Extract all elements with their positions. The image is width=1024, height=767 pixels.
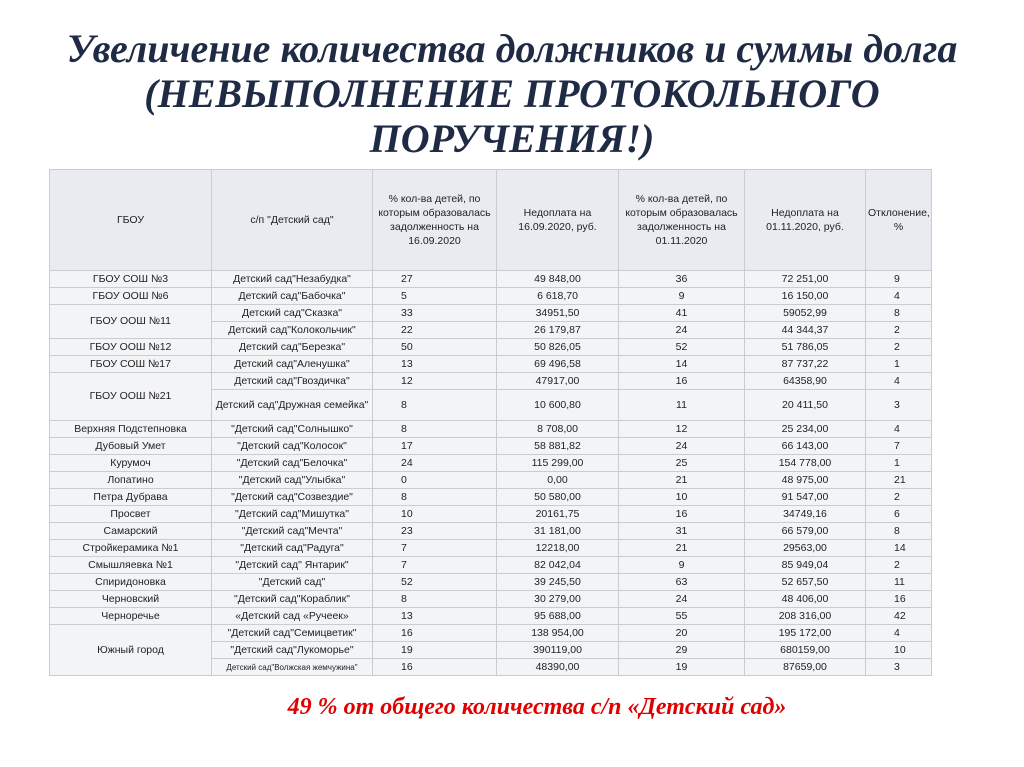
cell-deviation: 9 (866, 271, 932, 288)
cell-percent-01-11: 10 (619, 489, 745, 506)
cell-deviation: 3 (866, 390, 932, 421)
cell-underpayment-16-09: 47917,00 (497, 373, 619, 390)
cell-underpayment-16-09: 50 826,05 (497, 339, 619, 356)
cell-percent-01-11: 36 (619, 271, 745, 288)
cell-gbou: Черноречье (50, 608, 212, 625)
cell-gbou: Просвет (50, 506, 212, 523)
cell-percent-01-11: 14 (619, 356, 745, 373)
table-row (50, 305, 932, 322)
cell-underpayment-01-11: 64358,90 (745, 373, 866, 390)
cell-percent-16-09: 22 (373, 322, 497, 339)
title-line-3: ПОРУЧЕНИЯ!) (369, 116, 655, 161)
cell-deviation: 42 (866, 608, 932, 625)
cell-percent-16-09: 0 (373, 472, 497, 489)
cell-underpayment-01-11: 20 411,50 (745, 390, 866, 421)
cell-percent-16-09: 16 (373, 659, 497, 676)
cell-kindergarten: "Детский сад"Улыбка" (212, 472, 373, 489)
table-row (50, 506, 932, 523)
cell-percent-01-11: 11 (619, 390, 745, 421)
cell-kindergarten: Детский сад"Гвоздичка" (212, 373, 373, 390)
header-gbou: ГБОУ (50, 170, 212, 271)
cell-underpayment-01-11: 48 975,00 (745, 472, 866, 489)
table-row (50, 438, 932, 455)
table-row (50, 608, 932, 625)
cell-kindergarten: «Детский сад «Ручеек» (212, 608, 373, 625)
debt-table (49, 169, 932, 676)
cell-underpayment-16-09: 69 496,58 (497, 356, 619, 373)
table-header-row (50, 170, 932, 271)
cell-gbou: ГБОУ СОШ №17 (50, 356, 212, 373)
table-row (50, 489, 932, 506)
cell-kindergarten: Детский сад"Дружная семейка" (212, 390, 373, 421)
cell-percent-16-09: 33 (373, 305, 497, 322)
cell-underpayment-01-11: 25 234,00 (745, 421, 866, 438)
cell-percent-01-11: 63 (619, 574, 745, 591)
cell-underpayment-01-11: 34749,16 (745, 506, 866, 523)
cell-underpayment-01-11: 195 172,00 (745, 625, 866, 642)
cell-percent-16-09: 8 (373, 390, 497, 421)
cell-percent-16-09: 24 (373, 455, 497, 472)
table-row (50, 557, 932, 574)
cell-percent-16-09: 13 (373, 356, 497, 373)
cell-underpayment-16-09: 39 245,50 (497, 574, 619, 591)
cell-percent-16-09: 17 (373, 438, 497, 455)
cell-percent-01-11: 24 (619, 322, 745, 339)
table-row (50, 356, 932, 373)
cell-underpayment-16-09: 138 954,00 (497, 625, 619, 642)
table-body (50, 271, 932, 676)
cell-underpayment-01-11: 66 579,00 (745, 523, 866, 540)
table-row (50, 373, 932, 390)
cell-kindergarten: "Детский сад"Созвездие" (212, 489, 373, 506)
cell-percent-16-09: 8 (373, 591, 497, 608)
cell-underpayment-16-09: 390119,00 (497, 642, 619, 659)
cell-kindergarten: "Детский сад"Радуга" (212, 540, 373, 557)
cell-deviation: 6 (866, 506, 932, 523)
cell-deviation: 11 (866, 574, 932, 591)
table-row (50, 625, 932, 642)
cell-deviation: 8 (866, 523, 932, 540)
cell-underpayment-16-09: 58 881,82 (497, 438, 619, 455)
cell-underpayment-01-11: 29563,00 (745, 540, 866, 557)
cell-underpayment-01-11: 154 778,00 (745, 455, 866, 472)
header-kindergarten: с/п "Детский сад" (212, 170, 373, 271)
cell-gbou: Смышляевка №1 (50, 557, 212, 574)
cell-underpayment-16-09: 31 181,00 (497, 523, 619, 540)
table-row (50, 339, 932, 356)
cell-kindergarten: Детский сад"Волжская жемчужина" (212, 659, 373, 676)
cell-kindergarten: Детский сад"Бабочка" (212, 288, 373, 305)
cell-underpayment-16-09: 50 580,00 (497, 489, 619, 506)
table-row (50, 523, 932, 540)
cell-kindergarten: "Детский сад"Кораблик" (212, 591, 373, 608)
table-row (50, 455, 932, 472)
cell-gbou: Стройкерамика №1 (50, 540, 212, 557)
cell-percent-01-11: 31 (619, 523, 745, 540)
cell-kindergarten: "Детский сад"Мечта" (212, 523, 373, 540)
cell-underpayment-01-11: 48 406,00 (745, 591, 866, 608)
cell-gbou: ГБОУ СОШ №3 (50, 271, 212, 288)
cell-underpayment-16-09: 0,00 (497, 472, 619, 489)
cell-percent-16-09: 5 (373, 288, 497, 305)
cell-percent-01-11: 16 (619, 506, 745, 523)
cell-percent-16-09: 52 (373, 574, 497, 591)
cell-gbou: ГБОУ ООШ №6 (50, 288, 212, 305)
cell-underpayment-01-11: 52 657,50 (745, 574, 866, 591)
cell-gbou: Курумоч (50, 455, 212, 472)
cell-underpayment-01-11: 208 316,00 (745, 608, 866, 625)
cell-deviation: 7 (866, 438, 932, 455)
cell-underpayment-01-11: 59052,99 (745, 305, 866, 322)
cell-underpayment-16-09: 12218,00 (497, 540, 619, 557)
cell-underpayment-16-09: 30 279,00 (497, 591, 619, 608)
cell-percent-16-09: 16 (373, 625, 497, 642)
cell-gbou: Петра Дубрава (50, 489, 212, 506)
cell-deviation: 10 (866, 642, 932, 659)
cell-percent-16-09: 50 (373, 339, 497, 356)
cell-kindergarten: "Детский сад"Солнышко" (212, 421, 373, 438)
cell-deviation: 3 (866, 659, 932, 676)
cell-kindergarten: "Детский сад" Янтарик" (212, 557, 373, 574)
cell-gbou: Дубовый Умет (50, 438, 212, 455)
cell-percent-16-09: 13 (373, 608, 497, 625)
cell-underpayment-16-09: 82 042,04 (497, 557, 619, 574)
table-row (50, 421, 932, 438)
cell-deviation: 1 (866, 356, 932, 373)
title-line-1: Увеличение количества должников и суммы долга (66, 26, 958, 71)
cell-kindergarten: Детский сад"Сказка" (212, 305, 373, 322)
cell-deviation: 4 (866, 625, 932, 642)
slide-title (40, 26, 984, 161)
cell-deviation: 2 (866, 557, 932, 574)
cell-underpayment-01-11: 680159,00 (745, 642, 866, 659)
cell-percent-01-11: 19 (619, 659, 745, 676)
cell-underpayment-16-09: 95 688,00 (497, 608, 619, 625)
cell-underpayment-16-09: 20161,75 (497, 506, 619, 523)
cell-kindergarten: Детский сад"Колокольчик" (212, 322, 373, 339)
cell-gbou: Самарский (50, 523, 212, 540)
cell-percent-01-11: 21 (619, 540, 745, 557)
cell-percent-16-09: 10 (373, 506, 497, 523)
cell-underpayment-16-09: 6 618,70 (497, 288, 619, 305)
cell-gbou: ГБОУ ООШ №12 (50, 339, 212, 356)
cell-deviation: 2 (866, 322, 932, 339)
cell-percent-01-11: 16 (619, 373, 745, 390)
cell-percent-01-11: 25 (619, 455, 745, 472)
cell-deviation: 16 (866, 591, 932, 608)
cell-percent-16-09: 12 (373, 373, 497, 390)
table-row (50, 591, 932, 608)
cell-percent-01-11: 29 (619, 642, 745, 659)
cell-underpayment-01-11: 87659,00 (745, 659, 866, 676)
cell-underpayment-01-11: 85 949,04 (745, 557, 866, 574)
cell-kindergarten: Детский сад"Березка" (212, 339, 373, 356)
header-percent-01-11: % кол-ва детей, по которым образовалась задолженность на 01.11.2020 (619, 170, 745, 271)
cell-underpayment-01-11: 87 737,22 (745, 356, 866, 373)
cell-percent-01-11: 20 (619, 625, 745, 642)
cell-underpayment-01-11: 51 786,05 (745, 339, 866, 356)
cell-deviation: 8 (866, 305, 932, 322)
cell-underpayment-16-09: 26 179,87 (497, 322, 619, 339)
cell-percent-16-09: 27 (373, 271, 497, 288)
cell-percent-01-11: 41 (619, 305, 745, 322)
table-row (50, 574, 932, 591)
summary-note: 49 % от общего количества с/п «Детский сад» (287, 694, 787, 720)
cell-kindergarten: "Детский сад"Лукоморье" (212, 642, 373, 659)
title-line-2: (НЕВЫПОЛНЕНИЕ ПРОТОКОЛЬНОГО (144, 71, 880, 116)
cell-gbou: Верхняя Подстепновка (50, 421, 212, 438)
cell-underpayment-01-11: 91 547,00 (745, 489, 866, 506)
cell-underpayment-16-09: 48390,00 (497, 659, 619, 676)
cell-deviation: 21 (866, 472, 932, 489)
table-row (50, 271, 932, 288)
cell-underpayment-01-11: 72 251,00 (745, 271, 866, 288)
cell-underpayment-16-09: 10 600,80 (497, 390, 619, 421)
cell-percent-01-11: 24 (619, 591, 745, 608)
header-underpayment-01-11: Недоплата на 01.11.2020, руб. (745, 170, 866, 271)
table-row (50, 540, 932, 557)
cell-percent-01-11: 55 (619, 608, 745, 625)
cell-deviation: 4 (866, 373, 932, 390)
cell-percent-16-09: 7 (373, 540, 497, 557)
cell-percent-16-09: 8 (373, 489, 497, 506)
cell-deviation: 2 (866, 489, 932, 506)
cell-deviation: 1 (866, 455, 932, 472)
cell-gbou: Спиридоновка (50, 574, 212, 591)
cell-gbou: ГБОУ ООШ №21 (50, 373, 212, 421)
cell-percent-16-09: 23 (373, 523, 497, 540)
cell-kindergarten: "Детский сад"Мишутка" (212, 506, 373, 523)
cell-percent-01-11: 12 (619, 421, 745, 438)
cell-percent-16-09: 19 (373, 642, 497, 659)
cell-percent-16-09: 7 (373, 557, 497, 574)
cell-percent-01-11: 52 (619, 339, 745, 356)
header-deviation: Отклонение, % (866, 170, 932, 271)
cell-kindergarten: "Детский сад"Семицветик" (212, 625, 373, 642)
cell-underpayment-16-09: 115 299,00 (497, 455, 619, 472)
cell-underpayment-01-11: 66 143,00 (745, 438, 866, 455)
cell-percent-16-09: 8 (373, 421, 497, 438)
cell-gbou: Южный город (50, 625, 212, 676)
cell-kindergarten: "Детский сад" (212, 574, 373, 591)
cell-gbou: Черновский (50, 591, 212, 608)
cell-deviation: 4 (866, 421, 932, 438)
cell-kindergarten: "Детский сад"Белочка" (212, 455, 373, 472)
cell-underpayment-01-11: 16 150,00 (745, 288, 866, 305)
header-percent-16-09: % кол-ва детей, по которым образовалась задолженность на 16.09.2020 (373, 170, 497, 271)
cell-underpayment-16-09: 49 848,00 (497, 271, 619, 288)
cell-gbou: ГБОУ ООШ №11 (50, 305, 212, 339)
cell-percent-01-11: 21 (619, 472, 745, 489)
table-row (50, 288, 932, 305)
cell-kindergarten: "Детский сад"Колосок" (212, 438, 373, 455)
table-row (50, 472, 932, 489)
header-underpayment-16-09: Недоплата на 16.09.2020, руб. (497, 170, 619, 271)
cell-underpayment-16-09: 8 708,00 (497, 421, 619, 438)
cell-percent-01-11: 9 (619, 557, 745, 574)
cell-deviation: 14 (866, 540, 932, 557)
cell-deviation: 2 (866, 339, 932, 356)
cell-underpayment-01-11: 44 344,37 (745, 322, 866, 339)
cell-kindergarten: Детский сад"Незабудка" (212, 271, 373, 288)
cell-kindergarten: Детский сад"Аленушка" (212, 356, 373, 373)
cell-percent-01-11: 24 (619, 438, 745, 455)
cell-percent-01-11: 9 (619, 288, 745, 305)
cell-deviation: 4 (866, 288, 932, 305)
cell-underpayment-16-09: 34951,50 (497, 305, 619, 322)
cell-gbou: Лопатино (50, 472, 212, 489)
